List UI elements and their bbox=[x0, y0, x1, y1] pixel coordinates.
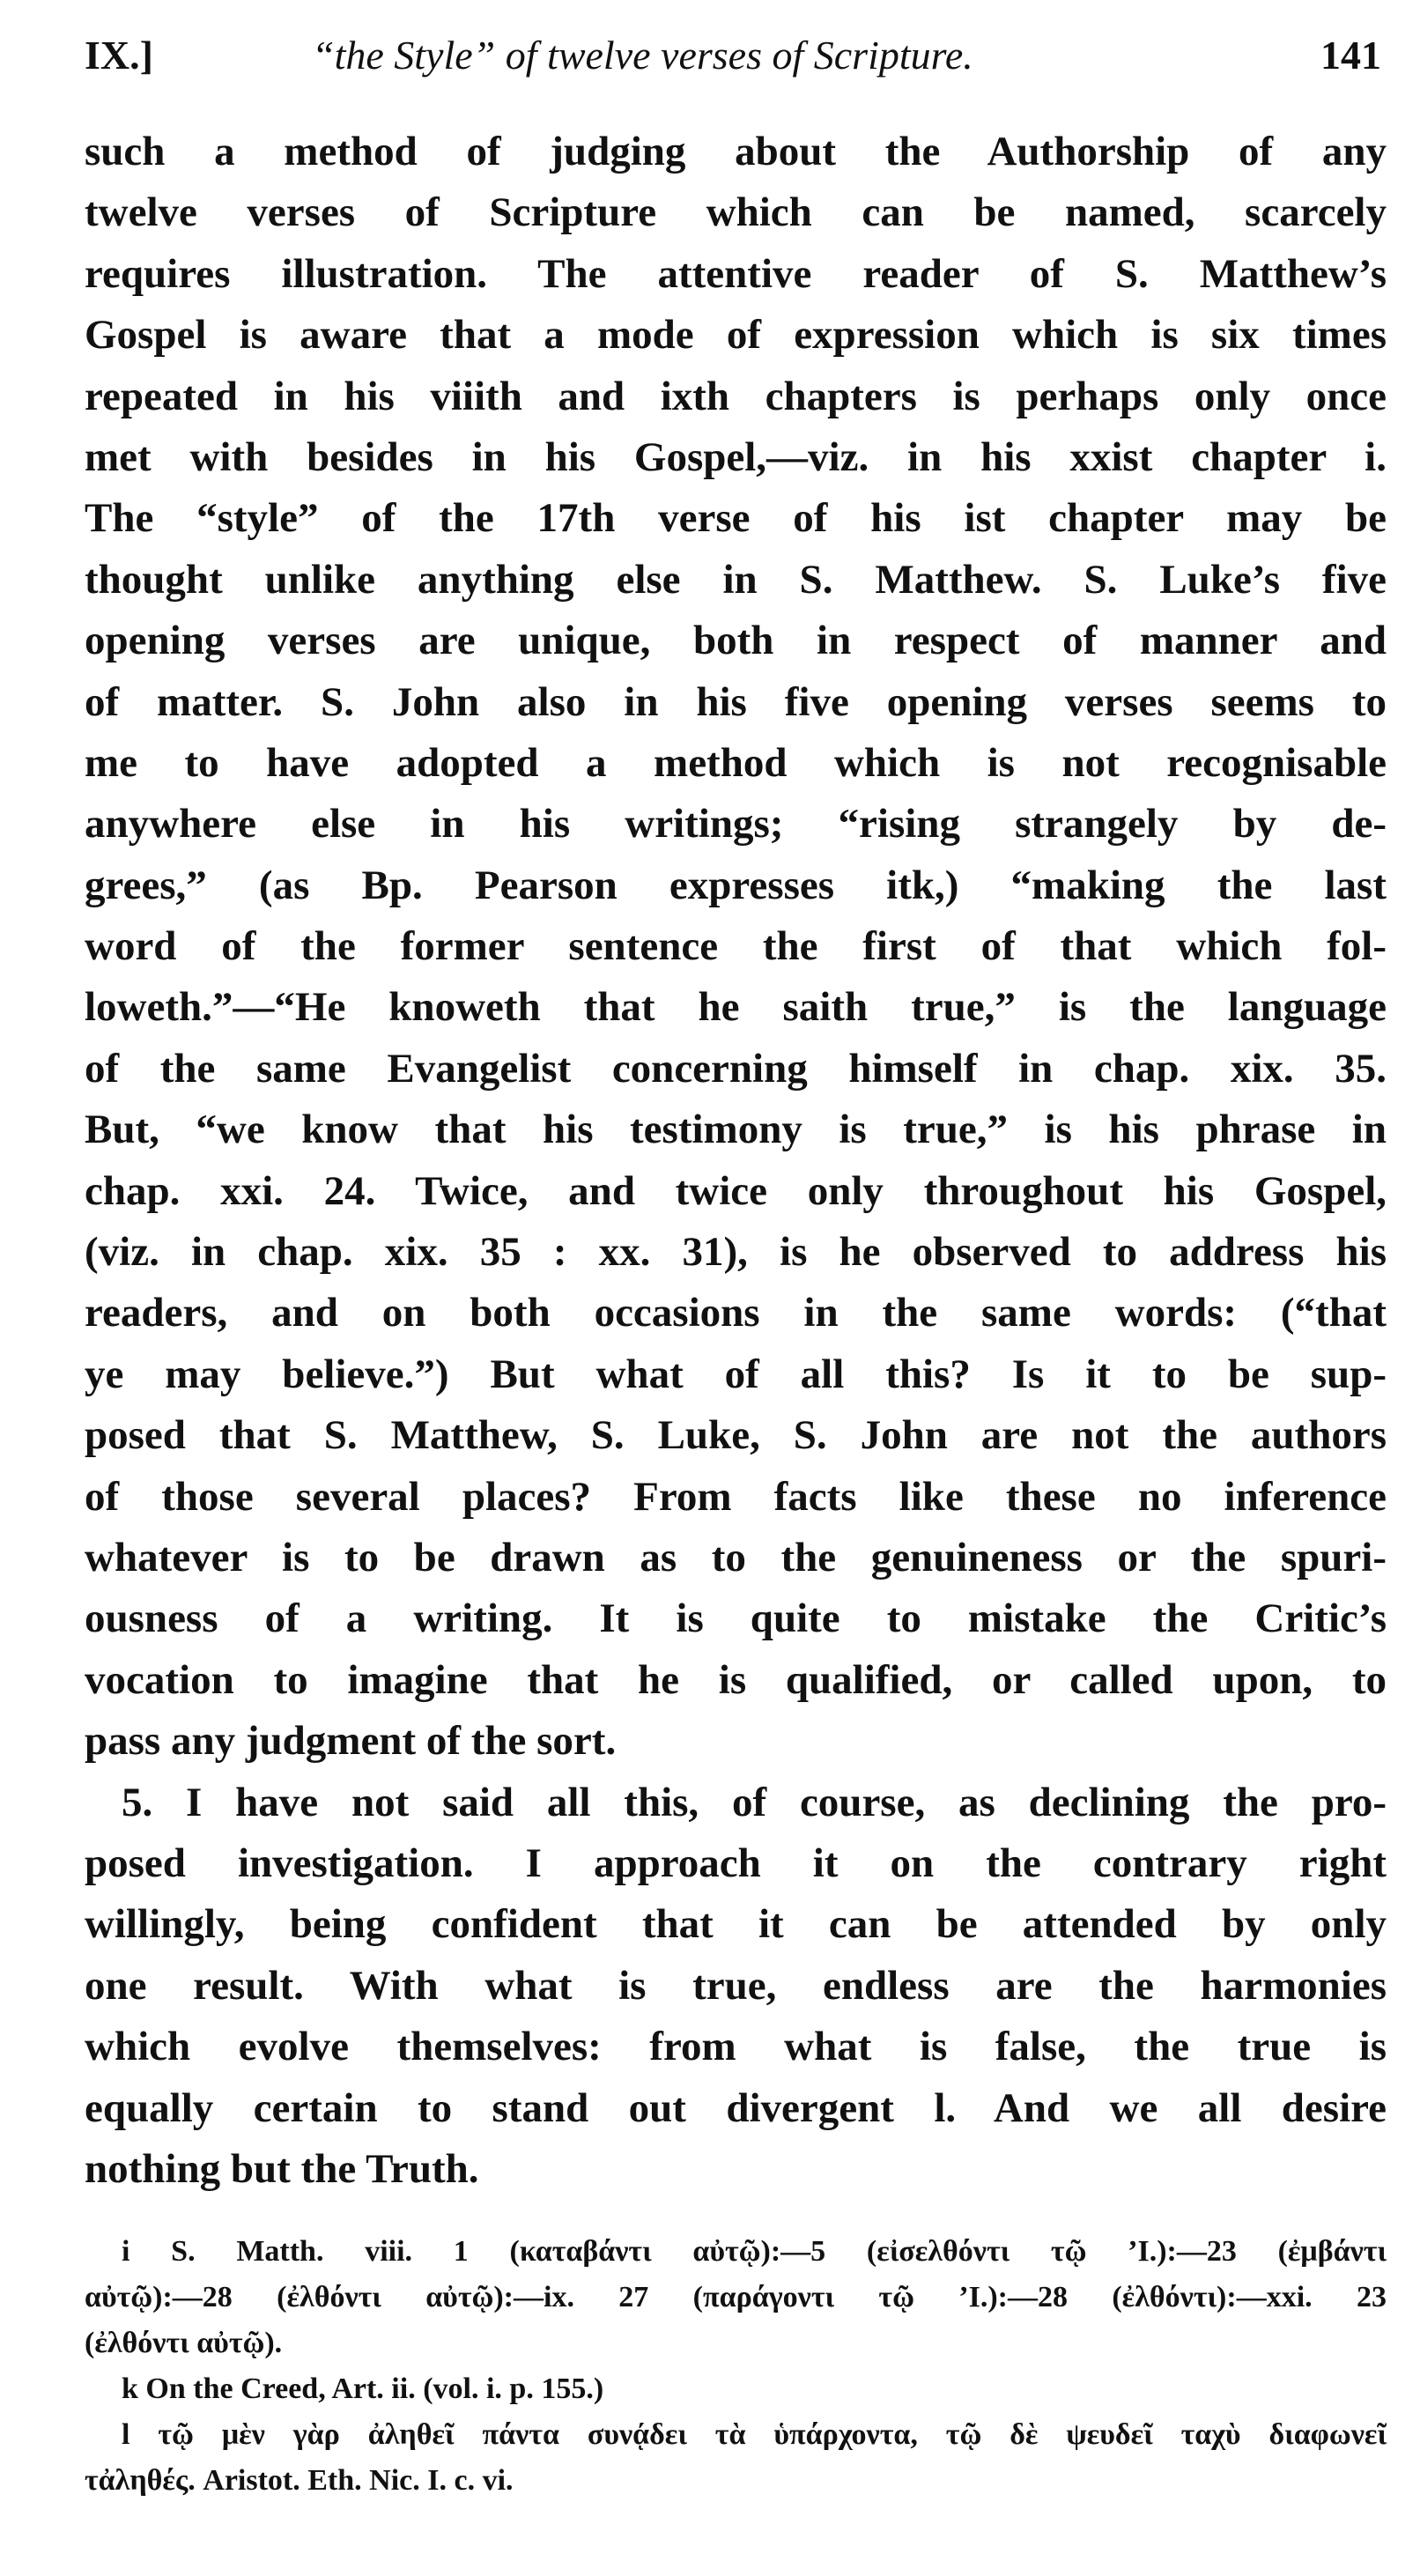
text-line: me to have adopted a method which is not recognisable bbox=[85, 739, 1387, 786]
text-line: chap. xxi. 24. Twice, and twice only throughout his Gospel, bbox=[85, 1167, 1387, 1214]
text-line: of the same Evangelist concerning himself in chap. xix. 35. bbox=[85, 1045, 1387, 1092]
text-line: pass any judgment of the sort. bbox=[85, 1718, 617, 1765]
footnote-line: τἀληθές. Aristot. Eth. Nic. I. c. vi. bbox=[85, 2464, 514, 2497]
footnote-line: (ἐλθόντι αὐτῷ). bbox=[85, 2327, 283, 2359]
text-line: vocation to imagine that he is qualified, or called upon, to bbox=[85, 1656, 1387, 1703]
text-line: opening verses are unique, both in respect of manner and bbox=[85, 618, 1387, 664]
text-line: Gospel is aware that a mode of expression which is six times bbox=[85, 312, 1387, 359]
text-line: such a method of judging about the Authorship of any bbox=[85, 129, 1387, 174]
text-line: But, “we know that his testimony is true,” is his phrase in bbox=[85, 1107, 1387, 1153]
footnote-line: i S. Matth. viii. 1 (καταβάντι αὐτῷ):—5 (εἰσελθόντι τῷ ’Ι.):—23 (ἐμβάντι bbox=[122, 2235, 1387, 2268]
text-line: equally certain to stand out divergent l. And we all desire bbox=[85, 2084, 1387, 2131]
running-title: “the Style” of twelve verses of Scripture. bbox=[312, 33, 973, 78]
text-line: thought unlike anything else in S. Matthew. S. Luke’s five bbox=[85, 556, 1387, 603]
text-line: (viz. in chap. xix. 35 : xx. 31), is he observed to address his bbox=[85, 1229, 1387, 1276]
footnote-line: l τῷ μὲν γὰρ ἀληθεῖ πάντα συνᾴδει τὰ ὑπάρχοντα, τῷ δὲ ψευδεῖ ταχὺ διαφωνεῖ bbox=[122, 2418, 1387, 2451]
text-line: requires illustration. The attentive reader of S. Matthew’s bbox=[85, 250, 1387, 297]
text-line: posed investigation. I approach it on the contrary right bbox=[85, 1839, 1387, 1886]
paragraph-start-line: 5. I have not said all this, of course, as declining the pro- bbox=[122, 1779, 1387, 1825]
text-line: met with besides in his Gospel,—viz. in his xxist chapter i. bbox=[85, 433, 1387, 480]
text-line: nothing but the Truth. bbox=[85, 2145, 479, 2192]
text-line: grees,” (as Bp. Pearson expresses itk,) “making the last bbox=[85, 862, 1387, 908]
body-text bbox=[85, 122, 1387, 2200]
text-line: anywhere else in his writings; “rising strangely by de- bbox=[85, 801, 1387, 848]
footnote-line: k On the Creed, Art. ii. (vol. i. p. 155.) bbox=[122, 2372, 604, 2405]
text-line: readers, and on both occasions in the same words: (“that bbox=[85, 1290, 1387, 1336]
text-line: willingly, being confident that it can be attended by only bbox=[85, 1901, 1387, 1948]
chapter-marker: IX.] bbox=[85, 33, 153, 78]
text-line: posed that S. Matthew, S. Luke, S. John are not the authors bbox=[85, 1412, 1387, 1459]
footnote-line: αὐτῷ):—28 (ἐλθόντι αὐτῷ):—ix. 27 (παράγοντι τῷ ’Ι.):—28 (ἐλθόντι):—xxi. 23 bbox=[85, 2281, 1387, 2313]
text-line: whatever is to be drawn as to the genuineness or the spuri- bbox=[85, 1534, 1387, 1580]
text-line: which evolve themselves: from what is false, the true is bbox=[85, 2024, 1387, 2070]
footnotes bbox=[85, 2229, 1387, 2504]
text-line: ousness of a writing. It is quite to mistake the Critic’s bbox=[85, 1595, 1387, 1642]
text-line: ye may believe.”) But what of all this? Is it to be sup- bbox=[85, 1351, 1387, 1397]
text-line: loweth.”—“He knoweth that he saith true,” is the language bbox=[85, 984, 1387, 1031]
text-line: of those several places? From facts like these no inference bbox=[85, 1473, 1387, 1520]
text-line: The “style” of the 17th verse of his ist chapter may be bbox=[85, 495, 1387, 542]
page-number: 141 bbox=[1320, 33, 1381, 78]
text-line: word of the former sentence the first of that which fol- bbox=[85, 923, 1387, 970]
running-header bbox=[85, 25, 1381, 86]
text-line: twelve verses of Scripture which can be named, scarcely bbox=[85, 189, 1387, 236]
text-line: repeated in his viiith and ixth chapters is perhaps only once bbox=[85, 373, 1387, 419]
text-line: of matter. S. John also in his five opening verses seems to bbox=[85, 678, 1387, 725]
text-line: one result. With what is true, endless are the harmonies bbox=[85, 1962, 1387, 2009]
